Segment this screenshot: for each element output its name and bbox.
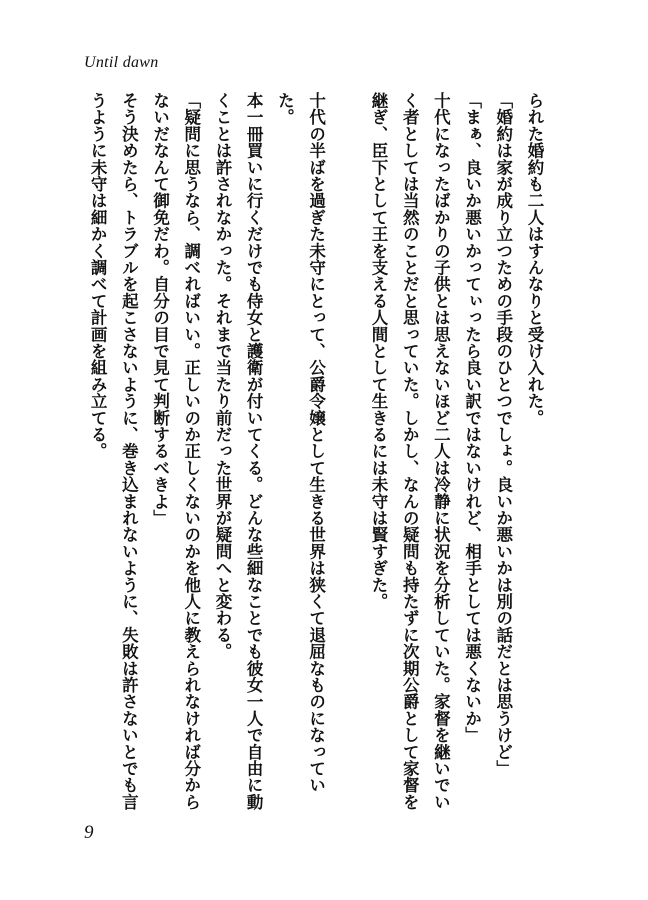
paragraph-3: 「まぁ、良いか悪いかってぃったら良い訳ではないけれど、相手としては悪くないか」 xyxy=(462,92,482,744)
paragraph-8: そう決めたら、トラブルを起こさないように、巻き込まれないように、失敗は許さないとでも言うように未守は細かく調べて計画を組み立てる。 xyxy=(88,92,139,811)
paragraph-2: 「婚約は家が成り立つための手段のひとつでしょ。良いか悪いかは別の話だとは思うけど」 xyxy=(493,92,513,777)
body-text xyxy=(84,92,550,826)
paragraph-5: 十代の半ばを過ぎた未守にとって、公爵令嬢として生きる世界は狭くて退屈なものになっていた。 xyxy=(275,92,326,794)
paragraph-6: 本一冊買いに行くだけでも侍女と護衛が付いてくる。どんな些細なことでも彼女一人で自由に動くことは許されなかった。それまで当たり前だった世界が疑問へと変わる。 xyxy=(212,92,264,811)
page-number: 9 xyxy=(84,822,94,843)
running-head: Until dawn xyxy=(84,54,159,71)
paragraph-4: 十代になったばかりの子供とは思えないほど二人は冷静に状況を分析していた。家督を継いでいく者としては当然のことだと思っていた。しかし、なんの疑問も持たずに次期公爵として家督を継ぎ、臣下として王を支える人間として生きるには未守は賢すぎた。 xyxy=(368,92,451,811)
paragraph-7: 「疑問に思うなら、調べればいい。正しいのか正しくないのかを他人に教えられなければ分からないだなんて御免だわ。自分の目で見て判断するべきよ」 xyxy=(150,92,201,811)
paragraph-1: られた婚約も二人はすんなりと受け入れた。 xyxy=(525,92,544,426)
